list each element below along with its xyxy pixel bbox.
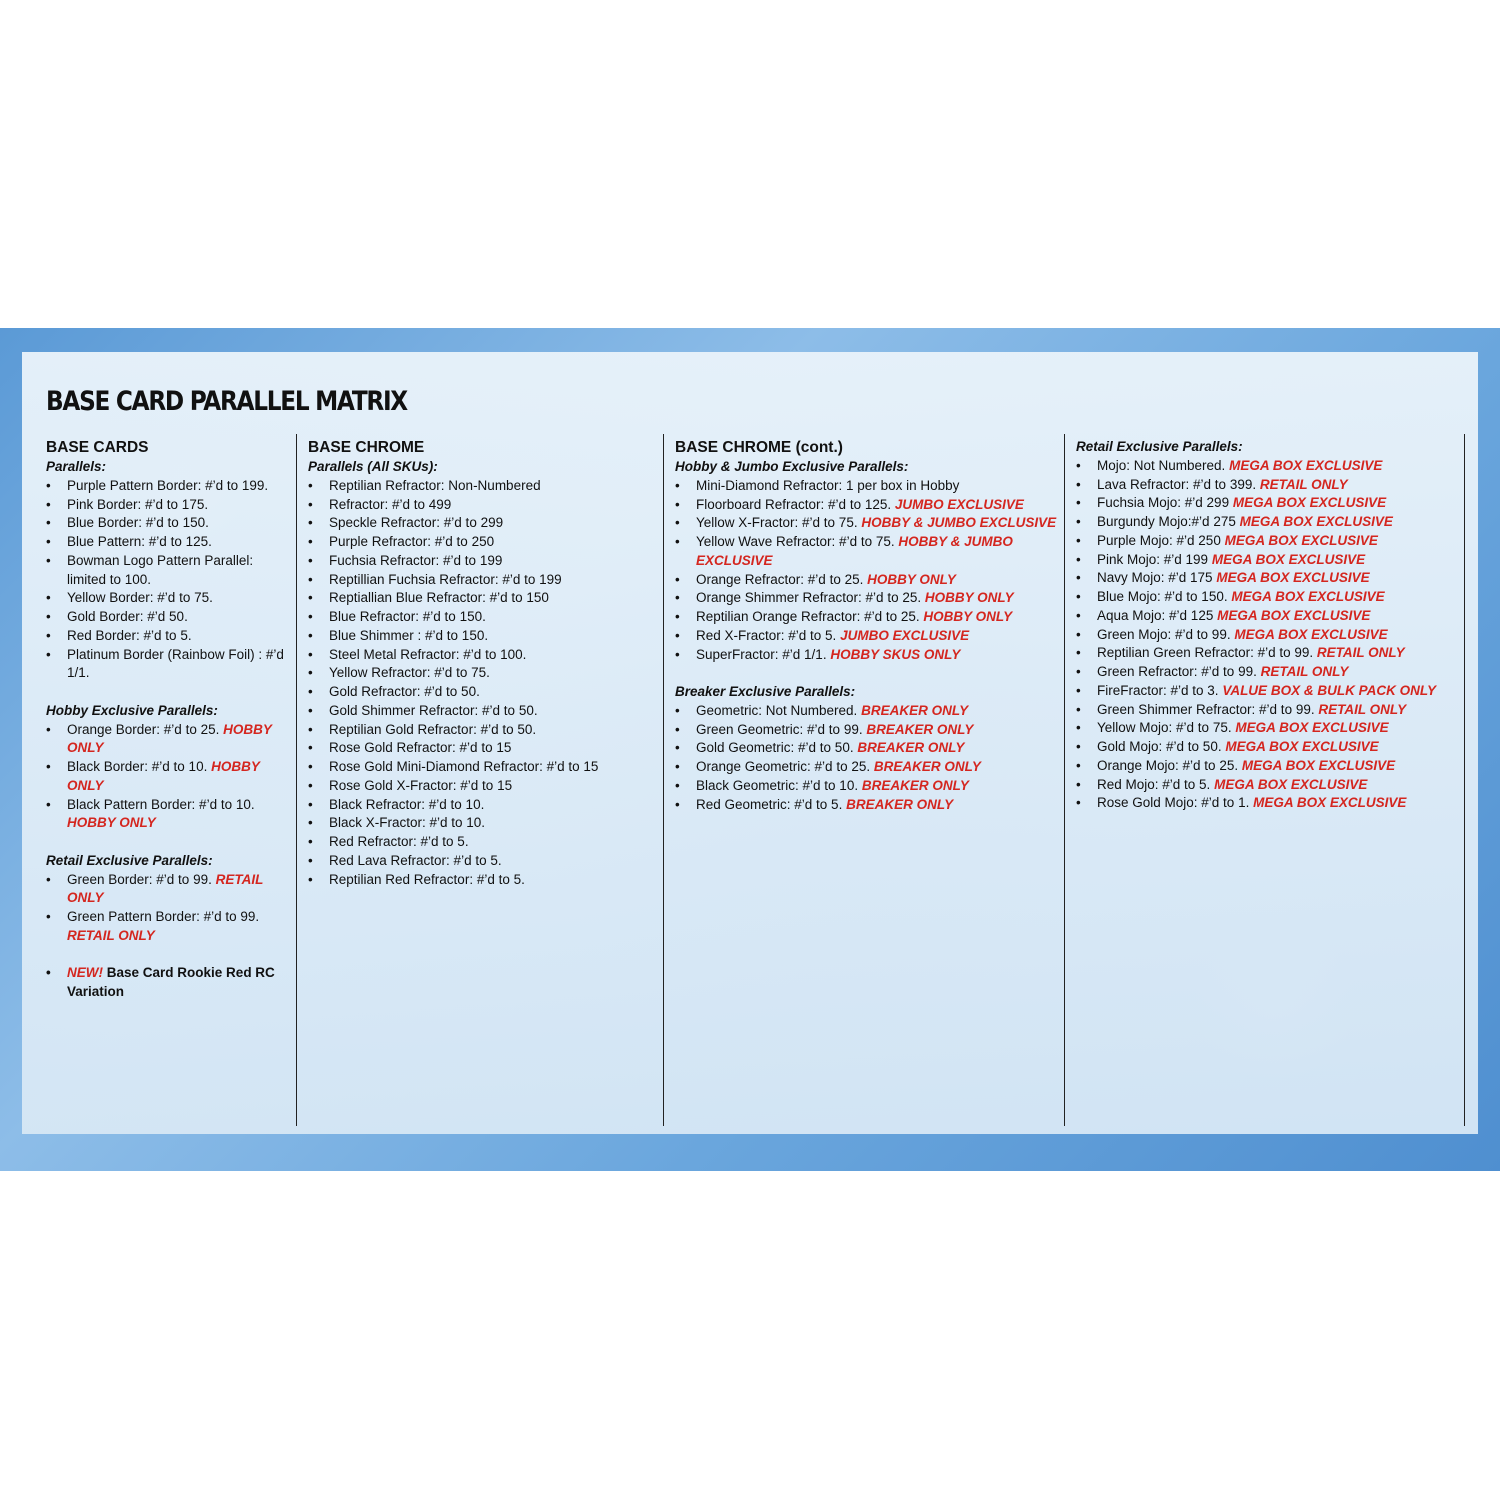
list-item — [308, 833, 656, 852]
list-item — [675, 777, 1057, 796]
section-heading: Parallels (All SKUs): — [308, 459, 438, 474]
list-item — [1076, 569, 1446, 588]
parallel-name: Navy Mojo: #’d 175 — [1097, 570, 1213, 586]
exclusive-tag: MEGA BOX EXCLUSIVE — [1225, 739, 1379, 754]
exclusive-tag: BREAKER ONLY — [846, 796, 954, 812]
list-item — [675, 477, 1057, 496]
parallel-name: Green Pattern Border: #’d to 99. — [67, 909, 260, 924]
column-heading: BASE CARDS — [46, 439, 149, 456]
exclusive-tag: HOBBY ONLY — [867, 571, 956, 587]
parallel-name: Red Mojo: #’d to 5. — [1097, 776, 1211, 792]
parallel-name: SuperFractor: #’d 1/1. — [696, 646, 827, 662]
parallel-name: Blue Pattern: #’d to 125. — [67, 534, 212, 549]
parallel-name: Mini-Diamond Refractor: 1 per box in Hobby — [696, 477, 960, 493]
parallel-name: Fuchsia Mojo: #’d 299 — [1097, 495, 1230, 511]
parallel-list — [675, 477, 1057, 665]
list-item — [308, 477, 656, 496]
exclusive-tag: HOBBY ONLY — [67, 759, 260, 793]
exclusive-tag: MEGA BOX EXCLUSIVE — [1235, 720, 1389, 736]
page-title: BASE CARD PARALLEL MATRIX — [46, 386, 407, 417]
list-item — [1076, 719, 1446, 738]
list-item — [1076, 494, 1446, 513]
exclusive-tag: JUMBO EXCLUSIVE — [894, 496, 1024, 512]
list-item — [46, 496, 286, 515]
parallel-name: Mojo: Not Numbered. — [1097, 457, 1226, 473]
list-item — [1076, 682, 1446, 701]
list-item — [1076, 757, 1446, 776]
parallel-name: Reptilian Orange Refractor: #’d to 25. — [696, 609, 920, 624]
section-heading: Retail Exclusive Parallels: — [46, 852, 213, 868]
list-item — [675, 758, 1057, 777]
exclusive-tag: MEGA BOX EXCLUSIVE — [1253, 795, 1407, 811]
parallel-name: Purple Mojo: #’d 250 — [1097, 532, 1221, 548]
parallel-name: Yellow Refractor: #’d to 75. — [329, 665, 490, 681]
list-item — [675, 589, 1057, 608]
list-item — [308, 758, 656, 777]
exclusive-tag: HOBBY ONLY — [67, 721, 272, 756]
list-item — [46, 627, 286, 646]
list-item — [308, 646, 656, 665]
special-note — [46, 964, 286, 1002]
ice-background-banner — [0, 328, 1500, 1171]
parallel-name: Orange Refractor: #’d to 25. — [696, 571, 864, 587]
parallel-name: Rose Gold Mojo: #’d to 1. — [1097, 795, 1250, 811]
exclusive-tag: MEGA BOX EXCLUSIVE — [1229, 457, 1383, 473]
parallel-name: Purple Refractor: #’d to 250 — [329, 534, 495, 549]
list-item — [308, 627, 656, 646]
list-item — [1076, 513, 1446, 532]
parallel-name: Green Refractor: #’d to 99. — [1097, 664, 1257, 679]
parallel-name: Black X-Fractor: #’d to 10. — [329, 815, 486, 831]
parallel-name: Aqua Mojo: #’d 125 — [1097, 607, 1214, 623]
parallel-name: Rose Gold Mini-Diamond Refractor: #’d to 15 — [329, 759, 599, 774]
list-item — [308, 533, 656, 552]
section-heading: Parallels: — [46, 459, 107, 474]
exclusive-tag: MEGA BOX EXCLUSIVE — [1214, 776, 1368, 792]
parallel-name: Reptiallian Blue Refractor: #’d to 150 — [329, 590, 549, 606]
exclusive-tag: HOBBY ONLY — [67, 815, 156, 831]
list-item — [46, 477, 286, 496]
parallel-name: Speckle Refractor: #’d to 299 — [329, 515, 504, 531]
list-item — [675, 702, 1057, 721]
parallel-name: Pink Mojo: #’d 199 — [1097, 551, 1209, 567]
exclusive-tag: MEGA BOX EXCLUSIVE — [1224, 532, 1378, 548]
list-item — [46, 533, 286, 552]
column-divider — [1464, 434, 1465, 1126]
list-item — [308, 552, 656, 571]
list-item — [675, 796, 1057, 815]
new-tag: NEW! — [67, 965, 103, 981]
parallel-name: Floorboard Refractor: #’d to 125. — [696, 496, 892, 512]
list-item — [46, 552, 286, 590]
parallel-name: Yellow X-Fractor: #’d to 75. — [696, 515, 858, 531]
exclusive-tag: HOBBY ONLY — [923, 609, 1013, 624]
list-item — [46, 646, 286, 684]
exclusive-tag: MEGA BOX EXCLUSIVE — [1241, 757, 1396, 773]
parallel-name: Red X-Fractor: #’d to 5. — [696, 627, 837, 643]
list-item — [46, 908, 286, 946]
parallel-name: Reptilian Gold Refractor: #’d to 50. — [329, 721, 537, 737]
exclusive-tag: MEGA BOX EXCLUSIVE — [1216, 570, 1370, 586]
parallel-list — [46, 721, 286, 834]
column-base-chrome — [308, 438, 656, 889]
parallel-name: Burgundy Mojo:#’d 275 — [1097, 514, 1236, 529]
list-item — [46, 589, 286, 608]
list-item — [675, 571, 1057, 590]
exclusive-tag: JUMBO EXCLUSIVE — [840, 627, 970, 643]
parallel-name: Red Refractor: #’d to 5. — [329, 834, 469, 849]
exclusive-tag: RETAIL ONLY — [1316, 645, 1405, 661]
list-item — [308, 496, 656, 515]
parallel-name: Purple Pattern Border: #’d to 199. — [67, 477, 269, 493]
list-item — [675, 627, 1057, 646]
parallel-name: FireFractor: #’d to 3. — [1097, 682, 1219, 698]
column-divider — [296, 434, 297, 1126]
matrix-panel — [22, 352, 1478, 1134]
list-item — [308, 814, 656, 833]
list-item — [46, 964, 286, 1002]
list-item — [308, 777, 656, 796]
section-heading: Breaker Exclusive Parallels: — [675, 684, 856, 699]
parallel-name: Fuchsia Refractor: #’d to 199 — [329, 552, 503, 568]
parallel-name: Green Geometric: #’d to 99. — [696, 721, 863, 737]
parallel-name: Rose Gold X-Fractor: #’d to 15 — [329, 777, 513, 793]
exclusive-tag: RETAIL ONLY — [1260, 664, 1349, 679]
exclusive-tag: MEGA BOX EXCLUSIVE — [1211, 551, 1366, 567]
section-heading: Hobby & Jumbo Exclusive Parallels: — [675, 459, 909, 474]
parallel-name: Gold Geometric: #’d to 50. — [696, 740, 854, 756]
exclusive-tag: HOBBY ONLY — [924, 590, 1014, 606]
parallel-name: Green Shimmer Refractor: #’d to 99. — [1097, 701, 1315, 717]
parallel-name: Rose Gold Refractor: #’d to 15 — [329, 740, 512, 756]
list-item — [1076, 776, 1446, 795]
parallel-name: Red Border: #’d to 5. — [67, 627, 192, 643]
exclusive-tag: MEGA BOX EXCLUSIVE — [1234, 626, 1388, 642]
exclusive-tag: MEGA BOX EXCLUSIVE — [1231, 589, 1385, 604]
list-item — [1076, 588, 1446, 607]
exclusive-tag: RETAIL ONLY — [1259, 476, 1348, 492]
list-item — [308, 608, 656, 627]
list-item — [1076, 551, 1446, 570]
parallel-name: Platinum Border (Rainbow Foil) : #’d 1/1. — [67, 646, 284, 681]
exclusive-tag: HOBBY SKUS ONLY — [830, 646, 961, 662]
parallel-name: Blue Mojo: #’d to 150. — [1097, 589, 1228, 604]
parallel-name: Pink Border: #’d to 175. — [67, 496, 209, 512]
exclusive-tag: BREAKER ONLY — [861, 702, 969, 718]
list-item — [1076, 457, 1446, 476]
list-item — [675, 533, 1057, 571]
list-item — [46, 721, 286, 759]
exclusive-tag: RETAIL ONLY — [1318, 701, 1407, 717]
parallel-name: Steel Metal Refractor: #’d to 100. — [329, 646, 527, 662]
list-item — [1076, 701, 1446, 720]
list-item — [1076, 663, 1446, 682]
parallel-name: Geometric: Not Numbered. — [696, 702, 858, 718]
parallel-name: Orange Mojo: #’d to 25. — [1097, 757, 1239, 773]
list-item — [675, 721, 1057, 740]
parallel-name: Gold Refractor: #’d to 50. — [329, 684, 480, 699]
exclusive-tag: RETAIL ONLY — [67, 871, 264, 906]
list-item — [1076, 794, 1446, 813]
parallel-name: Lava Refractor: #’d to 399. — [1097, 476, 1257, 492]
parallel-name: Reptilian Refractor: Non-Numbered — [329, 477, 541, 493]
special-text: Base Card Rookie Red RC Variation — [67, 965, 275, 999]
exclusive-tag: BREAKER ONLY — [866, 721, 974, 737]
exclusive-tag: HOBBY & JUMBO EXCLUSIVE — [696, 534, 1013, 568]
parallel-name: Yellow Wave Refractor: #’d to 75. — [696, 534, 895, 549]
column-base-cards — [46, 438, 286, 1002]
list-item — [308, 739, 656, 758]
list-item — [1076, 532, 1446, 551]
parallel-name: Orange Border: #’d to 25. — [67, 721, 220, 737]
parallel-name: Green Border: #’d to 99. — [67, 871, 212, 887]
list-item — [675, 739, 1057, 758]
parallel-name: Blue Border: #’d to 150. — [67, 515, 209, 531]
column-heading: BASE CHROME (cont.) — [675, 439, 843, 456]
parallel-name: Refractor: #’d to 499 — [329, 496, 452, 512]
parallel-name: Black Pattern Border: #’d to 10. — [67, 796, 255, 812]
parallel-name: Black Refractor: #’d to 10. — [329, 796, 485, 812]
list-item — [308, 664, 656, 683]
parallel-name: Orange Geometric: #’d to 25. — [696, 759, 871, 774]
parallel-name: Red Geometric: #’d to 5. — [696, 796, 843, 812]
list-item — [46, 871, 286, 909]
parallel-name: Gold Shimmer Refractor: #’d to 50. — [329, 702, 538, 718]
list-item — [308, 871, 656, 890]
exclusive-tag: MEGA BOX EXCLUSIVE — [1217, 607, 1371, 623]
parallel-name: Gold Border: #’d 50. — [67, 609, 188, 624]
column-divider — [1064, 434, 1065, 1126]
parallel-name: Yellow Border: #’d to 75. — [67, 590, 213, 606]
column-retail-exclusive — [1076, 438, 1446, 813]
list-item — [675, 608, 1057, 627]
list-item — [308, 514, 656, 533]
exclusive-tag: BREAKER ONLY — [857, 740, 965, 756]
exclusive-tag: VALUE BOX & BULK PACK ONLY — [1222, 682, 1437, 698]
list-item — [308, 702, 656, 721]
list-item — [308, 589, 656, 608]
parallel-name: Orange Shimmer Refractor: #’d to 25. — [696, 590, 922, 606]
list-item — [675, 646, 1057, 665]
exclusive-tag: HOBBY & JUMBO EXCLUSIVE — [861, 515, 1057, 531]
list-item — [308, 683, 656, 702]
parallel-name: Black Border: #’d to 10. — [67, 759, 208, 774]
list-item — [308, 721, 656, 740]
parallel-list — [1076, 457, 1446, 813]
list-item — [675, 514, 1057, 533]
column-heading: BASE CHROME — [308, 439, 425, 456]
exclusive-tag: RETAIL ONLY — [67, 927, 155, 943]
parallel-name: Reptillian Fuchsia Refractor: #’d to 199 — [329, 571, 562, 587]
list-item — [46, 608, 286, 627]
list-item — [308, 796, 656, 815]
parallel-name: Green Mojo: #’d to 99. — [1097, 626, 1231, 642]
parallel-name: Yellow Mojo: #’d to 75. — [1097, 720, 1232, 736]
exclusive-tag: BREAKER ONLY — [861, 777, 969, 793]
parallel-list — [308, 477, 656, 890]
list-item — [1076, 476, 1446, 495]
list-item — [46, 514, 286, 533]
list-item — [308, 852, 656, 871]
list-item — [46, 796, 286, 834]
column-divider — [663, 434, 664, 1126]
exclusive-tag: MEGA BOX EXCLUSIVE — [1239, 514, 1393, 529]
parallel-name: Reptilian Green Refractor: #’d to 99. — [1097, 645, 1314, 661]
parallel-name: Reptilian Red Refractor: #’d to 5. — [329, 871, 525, 887]
parallel-name: Gold Mojo: #’d to 50. — [1097, 739, 1222, 754]
list-item — [1076, 738, 1446, 757]
parallel-name: Black Geometric: #’d to 10. — [696, 777, 859, 793]
parallel-list — [46, 871, 286, 946]
list-item — [1076, 607, 1446, 626]
list-item — [46, 758, 286, 796]
exclusive-tag: MEGA BOX EXCLUSIVE — [1232, 495, 1387, 511]
parallel-name: Bowman Logo Pattern Parallel: limited to 100. — [67, 552, 254, 587]
parallel-list — [675, 702, 1057, 815]
parallel-name: Blue Refractor: #’d to 150. — [329, 609, 486, 624]
column-base-chrome-cont — [675, 438, 1057, 814]
list-item — [308, 571, 656, 590]
list-item — [1076, 644, 1446, 663]
list-item — [1076, 626, 1446, 645]
parallel-list — [46, 477, 286, 683]
exclusive-tag: BREAKER ONLY — [873, 759, 981, 774]
section-heading: Hobby Exclusive Parallels: — [46, 702, 218, 718]
section-heading: Retail Exclusive Parallels: — [1076, 439, 1243, 454]
parallel-name: Red Lava Refractor: #’d to 5. — [329, 852, 502, 868]
parallel-name: Blue Shimmer : #’d to 150. — [329, 627, 489, 643]
list-item — [675, 496, 1057, 515]
